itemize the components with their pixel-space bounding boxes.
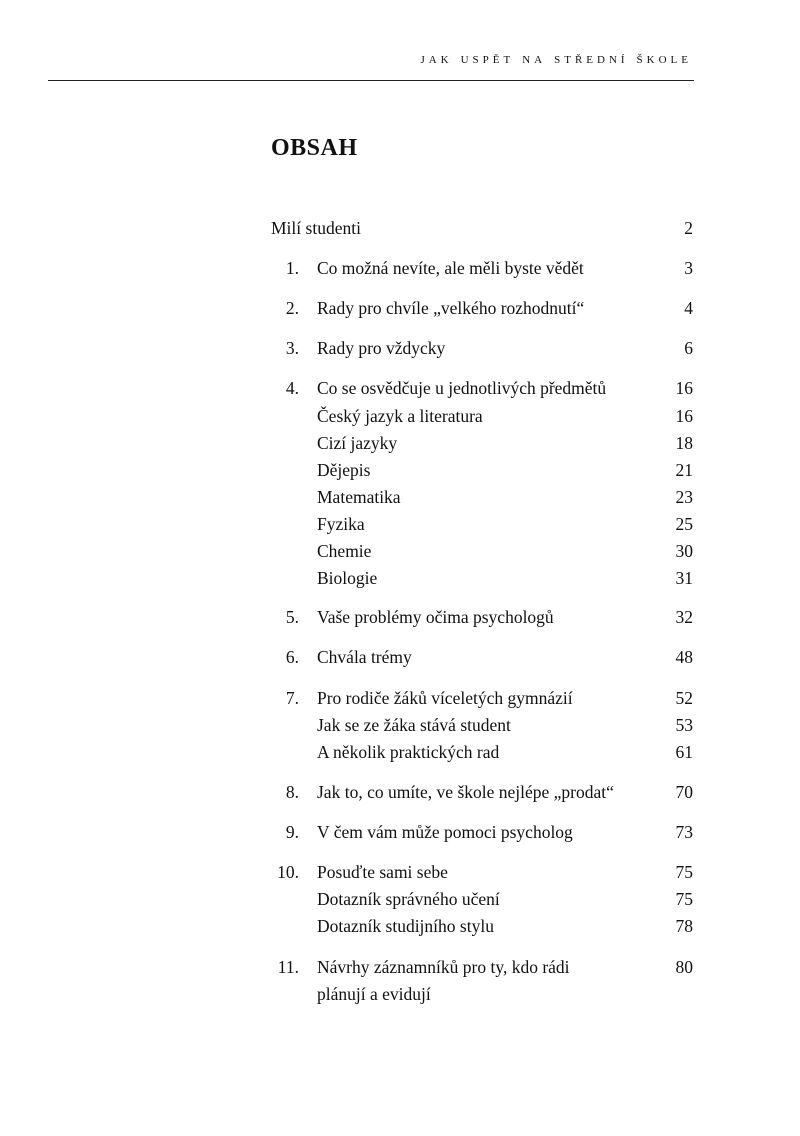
toc-entry-page: 4: [684, 298, 693, 318]
toc-entry-title: Dotazník správného učení: [317, 889, 500, 909]
toc-entry-page: 75: [675, 889, 693, 909]
toc-entry-page: 70: [675, 782, 693, 802]
toc-entry: [271, 511, 693, 537]
toc-entry-title: A několik praktických rad: [317, 742, 500, 762]
toc-entry-title: Jak se ze žáka stává student: [317, 715, 511, 735]
toc-entry-page: 6: [684, 338, 693, 358]
toc-entry-title: Rady pro chvíle „velkého rozhodnutí“: [317, 298, 585, 318]
toc-entry-page: 75: [675, 862, 693, 882]
toc-entry: [271, 644, 693, 670]
toc-entry: [271, 430, 693, 456]
toc-entry: [271, 779, 693, 805]
toc-entry: [271, 954, 693, 980]
toc-entry-page: 61: [675, 742, 693, 762]
toc-entry-page: 16: [675, 406, 693, 426]
toc-entry-title: Chemie: [317, 541, 372, 561]
toc-entry-page: 32: [675, 607, 693, 627]
toc-entry: [271, 886, 693, 912]
toc-entry: [271, 913, 693, 939]
toc-entry: [271, 604, 693, 630]
toc-entry: [271, 981, 693, 1007]
header-rule: [48, 80, 694, 81]
toc-entry-title: Co možná nevíte, ale měli byste vědět: [317, 258, 584, 278]
toc-entry-title: Matematika: [317, 487, 401, 507]
toc-entry-number: 2.: [285, 298, 299, 318]
toc-entry-page: 21: [675, 460, 693, 480]
toc-entry: [271, 538, 693, 564]
toc-entry-title: Posuďte sami sebe: [317, 862, 448, 882]
toc-entry-page: 52: [675, 688, 693, 708]
toc-entry-number: 11.: [277, 957, 299, 977]
toc-entry-title: Český jazyk a literatura: [317, 406, 483, 426]
toc-entry-page: 30: [675, 541, 693, 561]
running-header: [420, 50, 692, 68]
toc-entry-number: 10.: [277, 862, 299, 882]
toc-entry-title: Chvála trémy: [317, 647, 412, 667]
toc-entry-number: 7.: [285, 688, 299, 708]
toc-entry: [271, 215, 693, 241]
toc-entry: [271, 295, 693, 321]
toc-entry-title: Návrhy záznamníků pro ty, kdo rádi: [317, 957, 570, 977]
toc-entry-title: Dějepis: [317, 460, 371, 480]
toc-entry-title: Dotazník studijního stylu: [317, 916, 494, 936]
toc-entry-page: 23: [675, 487, 693, 507]
toc-entry-title: plánují a evidují: [317, 984, 431, 1004]
toc-entry-title: Rady pro vždycky: [317, 338, 446, 358]
toc-entry-page: 73: [675, 822, 693, 842]
toc-entry: [271, 819, 693, 845]
toc-entry: [271, 457, 693, 483]
toc-entry-number: 8.: [285, 782, 299, 802]
toc-entry-page: 2: [684, 218, 693, 238]
toc-entry-page: 48: [675, 647, 693, 667]
toc-entry: [271, 739, 693, 765]
toc-entry-page: 16: [675, 378, 693, 398]
toc-entry: [271, 255, 693, 281]
toc-entry-number: 5.: [285, 607, 299, 627]
toc-entry: [271, 375, 693, 401]
toc-entry: [271, 335, 693, 361]
toc-title: OBSAH: [271, 135, 358, 161]
toc-entry-number: 3.: [285, 338, 299, 358]
toc-entry-page: 3: [684, 258, 693, 278]
toc-entry: [271, 484, 693, 510]
running-header-title: jak uspět na střední škole: [420, 50, 692, 67]
toc-entry-title: V čem vám může pomoci psycholog: [317, 822, 573, 842]
toc-entry-title: Pro rodiče žáků víceletých gymnázií: [317, 688, 573, 708]
toc-entry-number: 4.: [285, 378, 299, 398]
toc-entry: [271, 565, 693, 591]
toc-entry-number: 6.: [285, 647, 299, 667]
toc-entry-title: Vaše problémy očima psychologů: [317, 607, 554, 627]
toc-entry-title: Co se osvědčuje u jednotlivých předmětů: [317, 378, 607, 398]
toc-entry-number: 1.: [285, 258, 299, 278]
toc-entry-page: 53: [675, 715, 693, 735]
toc-entry-page: 31: [675, 568, 693, 588]
toc-entry-title: Cizí jazyky: [317, 433, 398, 453]
toc-entry: [271, 685, 693, 711]
toc-entry: [271, 403, 693, 429]
toc-entry: [271, 712, 693, 738]
toc-entry-number: 9.: [285, 822, 299, 842]
toc-entry-title: Jak to, co umíte, ve škole nejlépe „prodat“: [317, 782, 614, 802]
toc-entry-title: Fyzika: [317, 514, 365, 534]
toc-entry: [271, 859, 693, 885]
toc-entry-page: 78: [675, 916, 693, 936]
toc-entry-page: 80: [675, 957, 693, 977]
toc-entry-page: 18: [675, 433, 693, 453]
toc-entry-title: Biologie: [317, 568, 378, 588]
toc-entry-page: 25: [675, 514, 693, 534]
toc-entry-title: Milí studenti: [271, 218, 361, 238]
